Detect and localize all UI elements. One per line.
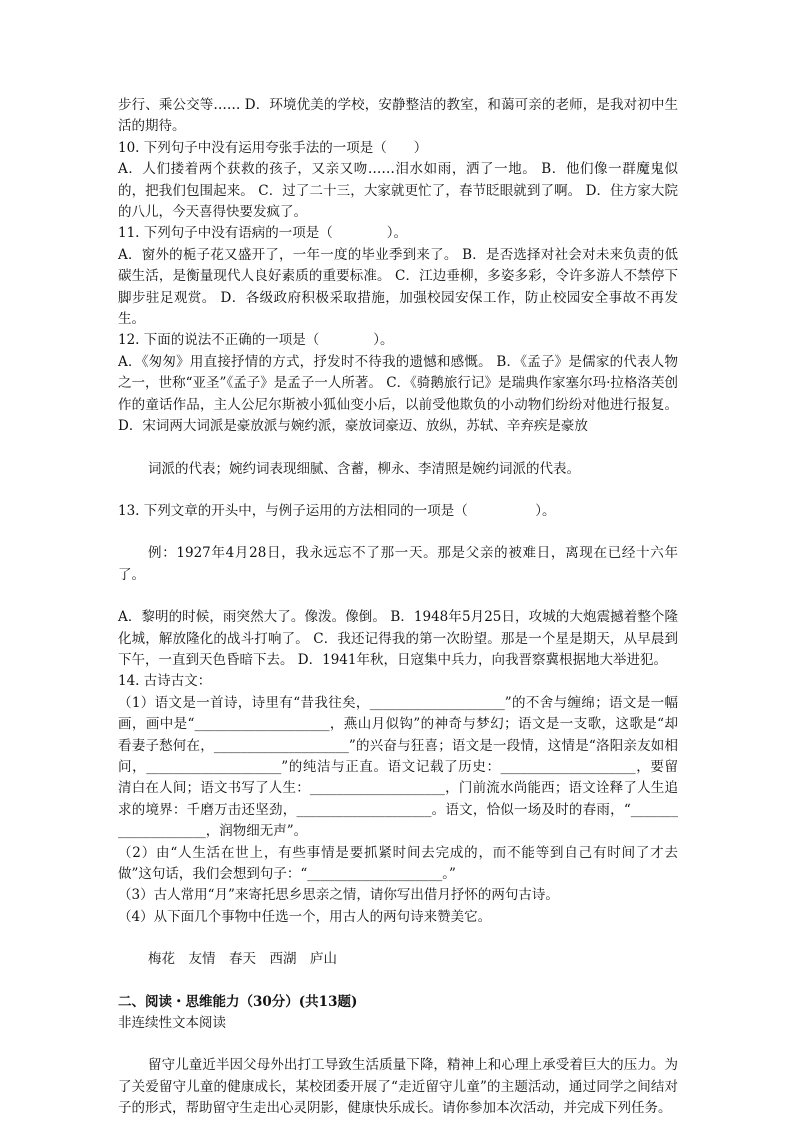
question-11-options: A．窗外的栀子花又盛开了，一年一度的毕业季到来了。 B．是否选择对社会对未来负责的低碳生活，是衡量现代人良好素质的重要标准。 C．江边垂柳，多姿多彩，令许多游人不禁停下脚步驻足观赏。 D．各级政府积极采取措施，加强校园安保工作，防止校园安全事故不再发生。: [118, 246, 678, 328]
section-heading-reading: 二、阅读・思维能力（30分）(共13题): [118, 993, 358, 1010]
question-13: 13. 下列文章的开头中，与例子运用的方法相同的一项是（ ）。: [118, 502, 556, 519]
paragraph-q9-option-d: 步行、乘公交等…… D．环境优美的学校，安静整洁的教室，和蔼可亲的老师，是我对初中生活的期待。: [118, 97, 678, 135]
spacer: [118, 928, 678, 949]
question-14-topic-list: 梅花 友情 春天 西湖 庐山: [148, 951, 337, 968]
spacer: [118, 438, 678, 459]
question-14-part-2: （2）由“人生活在世上，有些事情是要抓紧时间去完成的，而不能等到自己有时间了才去做”这句话，我们会想到句子：“____________________。”: [118, 844, 678, 882]
reading-intro-paragraph: 留守儿童近半因父母外出打工导致生活质量下降，精神上和心理上承受着巨大的压力。为了关爱留守儿童的健康成长，某校团委开展了“走近留守儿童”的主题活动，通过同学之间结对子的形式，帮助留守生走出心灵阴影，健康快乐成长。请你参加本次活动，并完成下列任务。: [118, 1057, 678, 1117]
question-12-continuation: 词派的代表；婉约词表现细腻、含蓄，柳永、李清照是婉约词派的代表。: [148, 460, 580, 477]
question-10-options: A．人们搂着两个获救的孩子，又亲又吻……泪水如雨，洒了一地。 B．他们像一群魔鬼似的，把我们包围起来。 C．过了二十三，大家就更忙了，春节眨眼就到了啊。 D．住方家大院的八儿，今天喜得快要发疯了。: [118, 161, 679, 221]
spacer: [118, 971, 678, 992]
document-page: [118, 95, 678, 1120]
question-10: 10. 下列句子中没有运用夸张手法的一项是（ ）: [118, 139, 428, 156]
question-12-options: A．《匆匆》用直接抒情的方式，抒发时不待我的遗憾和感慨。 B．《孟子》是儒家的代表人物之一，世称“亚圣”《孟子》是孟子一人所著。 C．《骑鹅旅行记》是瑞典作家塞尔玛·拉格洛芙创作的童话作品，主人公尼尔斯被小狐仙变小后，以前受他欺负的小动物们纷纷对他进行报复。 D．宋词两大词派是豪放派与婉约派，豪放词豪迈、放纵，苏轼、辛弃疾是豪放: [118, 353, 678, 435]
question-14-part-3: （3）古人常用“月”来寄托思乡思亲之情，请你写出借月抒怀的两句古诗。: [118, 887, 559, 904]
question-14-part-1: （1）语文是一首诗，诗里有“昔我往矣，____________________”的不舍与缠绵；语文是一幅画，画中是“____________________，燕山月似钩”的神奇与梦幻；语文是一支歌，这歌是“却看妻子愁何在，____________________”的兴奋与狂喜；语文是一段情，这情是“洛阳亲友如相问，____________________”的纯洁与正直。语文记载了历史：____________________，要留清白在人间；语文书写了人生：____________________，门前流水尚能西；语文诠释了人生追求的境界：千磨万击还坚劲，____________________。语文，恰似一场及时的春雨，“____________________，润物细无声”。: [118, 694, 678, 840]
question-13-options: A．黎明的时候，雨突然大了。像泼。像倒。 B．1948年5月25日，攻城的大炮震撼着整个隆化城，解放隆化的战斗打响了。 C．我还记得我的第一次盼望。那是一个星是期天，从早晨到下午，一直到天色昏暗下去。 D．1941年秋，日寇集中兵力，向我晋察冀根据地大举进犯。: [118, 609, 678, 668]
question-14: 14. 古诗古文：: [118, 673, 212, 690]
question-13-example: 例：1927年4月28日，我永远忘不了那一天。那是父亲的被难日，离现在已经十六年了。: [118, 545, 678, 583]
question-14-part-4: （4）从下面几个事物中任选一个，用古人的两句诗来赞美它。: [118, 908, 492, 925]
spacer: [118, 480, 678, 501]
subsection-title: 非连续性文本阅读: [118, 1015, 226, 1032]
spacer: [118, 1034, 678, 1055]
spacer: [118, 586, 678, 607]
spacer: [118, 522, 678, 543]
question-11: 11. 下列句子中没有语病的一项是（ ）。: [118, 225, 408, 242]
question-12: 12. 下面的说法不正确的一项是（ ）。: [118, 332, 394, 349]
